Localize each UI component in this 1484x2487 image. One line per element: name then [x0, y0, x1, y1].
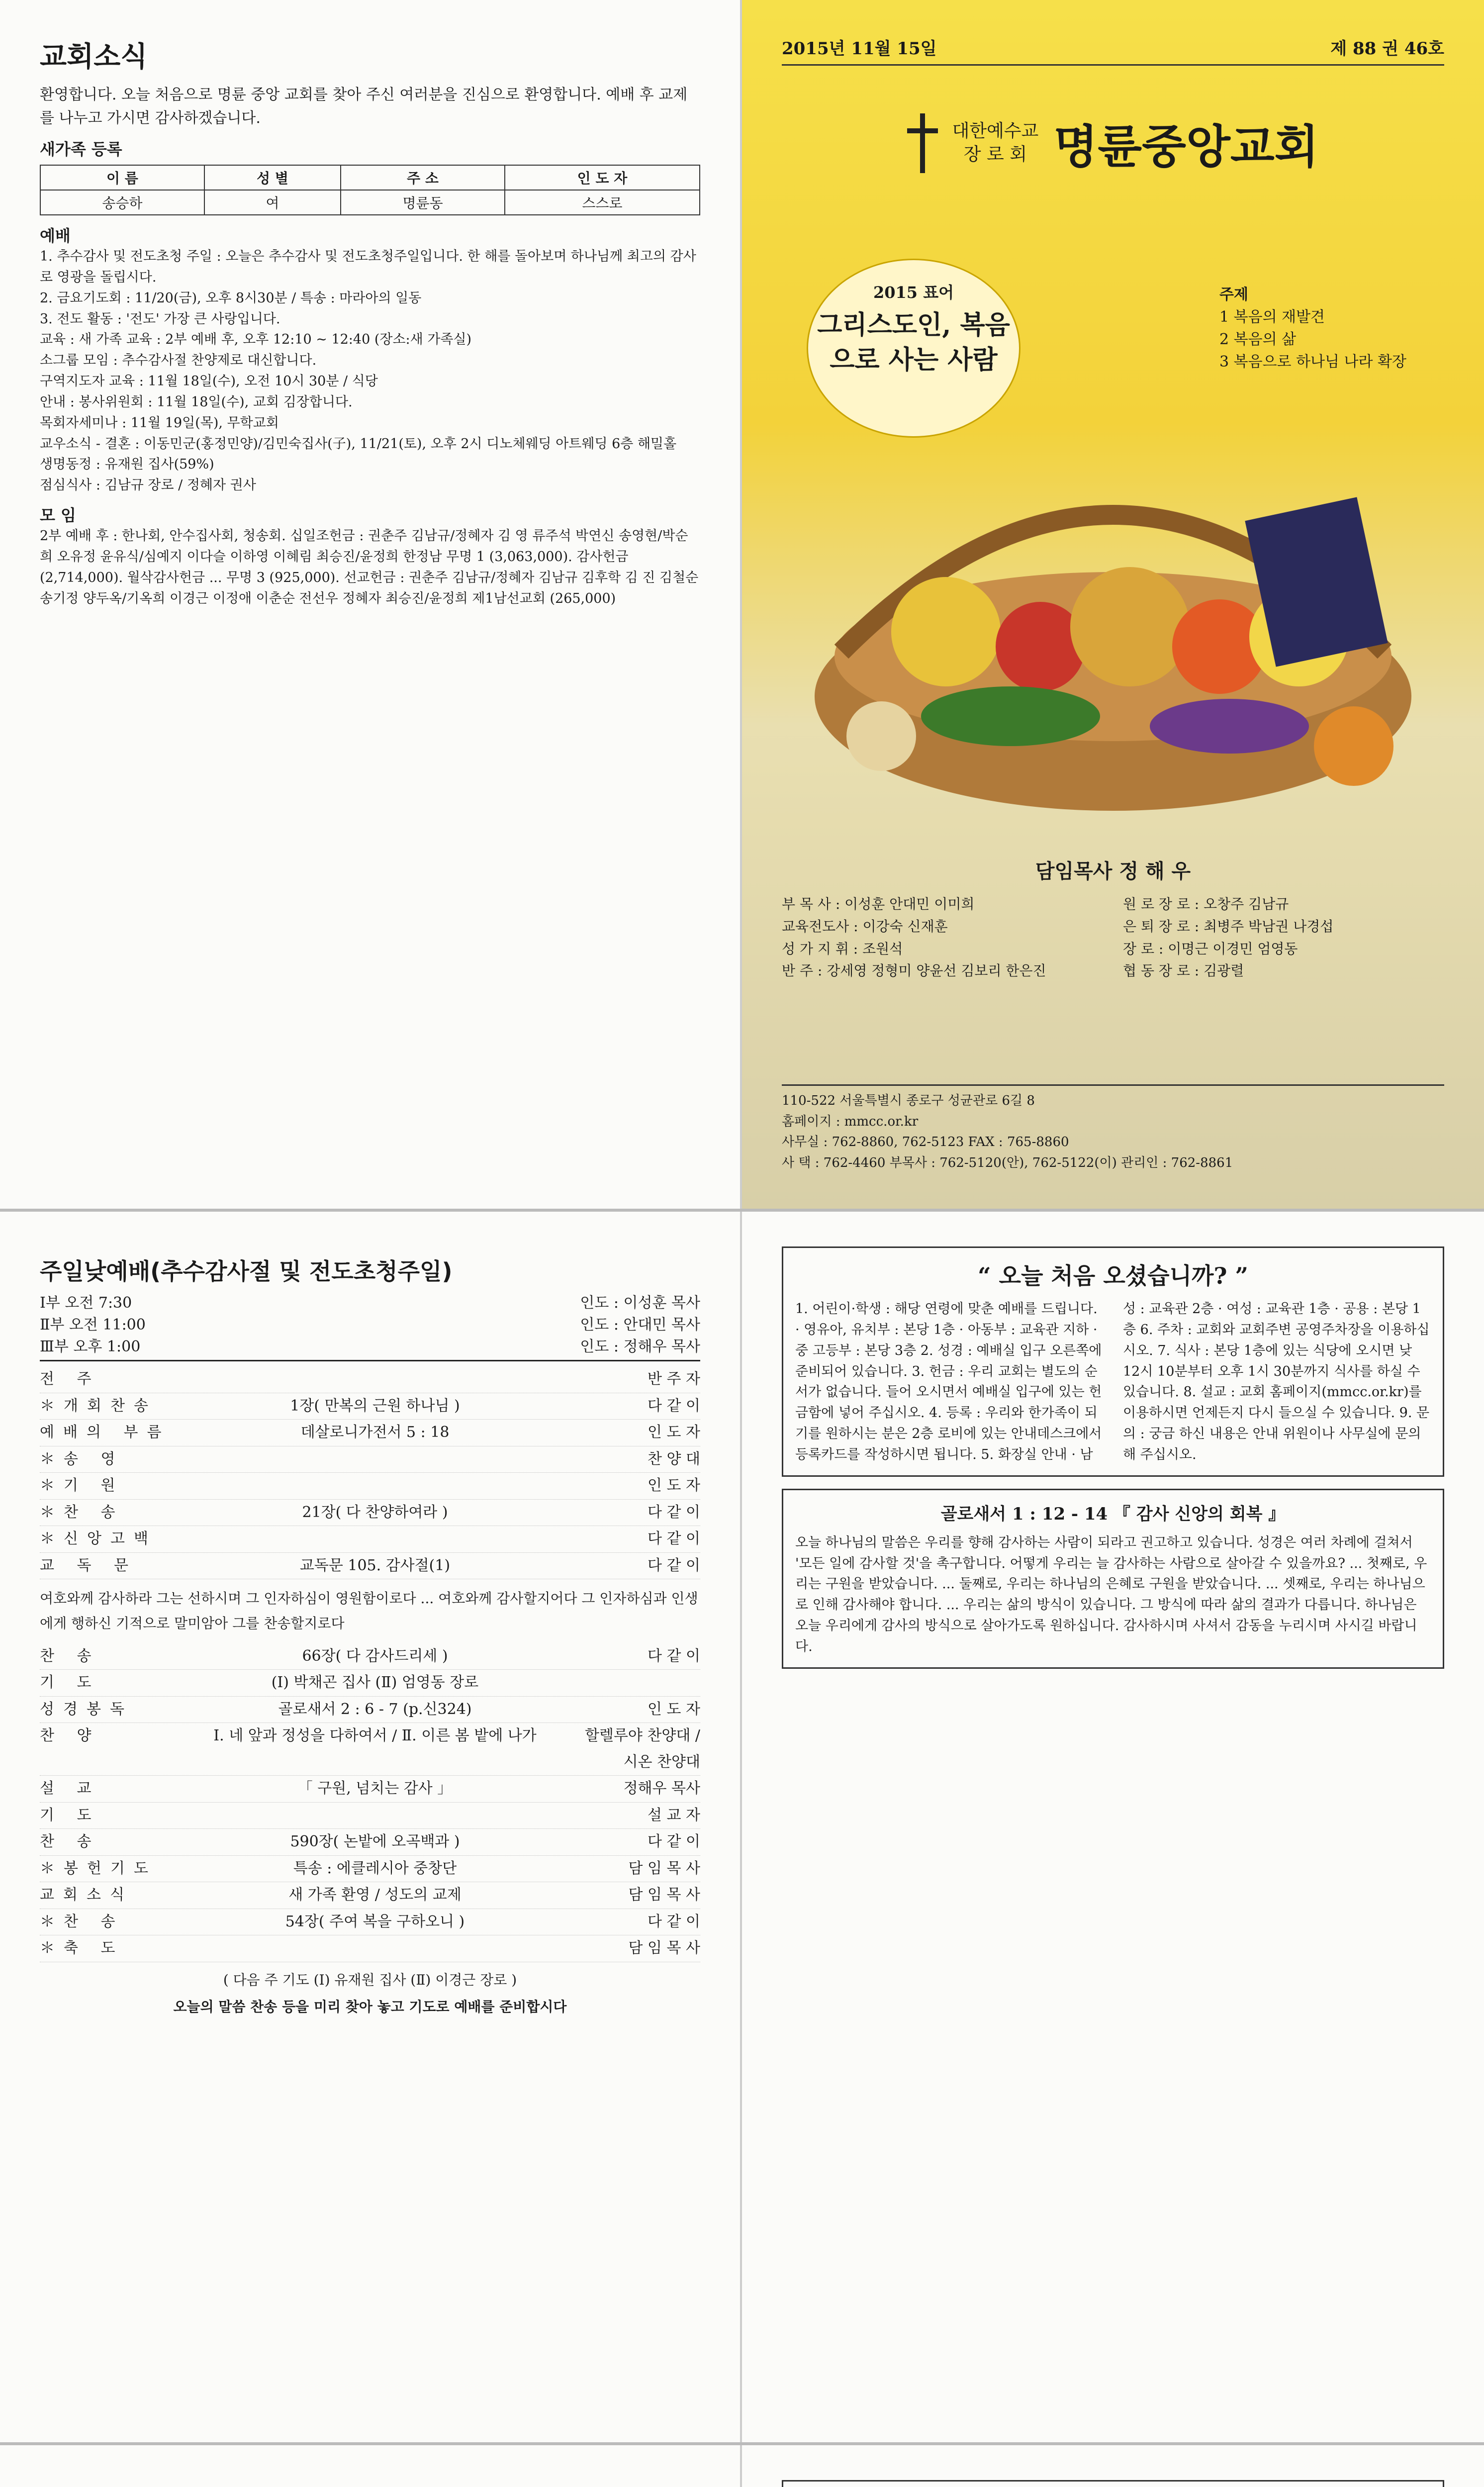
- box-title: “ 오늘 처음 오셨습니까? ”: [978, 1262, 1248, 1289]
- table-header: 이 름: [40, 165, 204, 190]
- order-row: [40, 1420, 700, 1446]
- order-cell: [571, 1670, 700, 1696]
- order-row: [40, 1446, 700, 1473]
- cover-page: [742, 0, 1484, 1209]
- order-cell: 인 도 자: [647, 1424, 700, 1441]
- staff-line: 부 목 사 : 이성훈 안대민 이미희: [782, 896, 975, 912]
- order-cell: 전 주: [40, 1370, 100, 1388]
- table-row: 송승하 여 명륜동 스스로: [40, 190, 700, 215]
- issue-number: 제 88 권 46호: [1330, 39, 1444, 59]
- cover-header: [782, 35, 1444, 66]
- news-item: 1. 추수감사 및 전도초청 주일 : 오늘은 추수감사 및 전도초청주일입니다. 한 해를 돌아보며 하나님께 최고의 감사로 영광을 돌립시다.: [40, 249, 696, 285]
- theme-list: 주제 1 복음의 재발견 2 복음의 삶 3 복음으로 하나님 나라 확장: [1219, 286, 1407, 371]
- order-cell: 다 같 이: [647, 1833, 700, 1851]
- order-cell: 반 주 자: [647, 1370, 700, 1388]
- order-cell: 담 임 목 사: [628, 1886, 700, 1904]
- order-row: [40, 1882, 700, 1909]
- order-row: [40, 1723, 700, 1776]
- order-cell: [179, 1366, 571, 1393]
- order-cell: ＊찬 송: [40, 1913, 124, 1930]
- order-row: [40, 1473, 700, 1500]
- motto-text: 그리스도인, 복음으로 사는 사람: [817, 310, 1010, 376]
- schedule-missions-page: [742, 2445, 1484, 2487]
- order-cell: 54장( 주여 복을 구하오니 ): [285, 1913, 465, 1930]
- order-cell: 설 교 자: [647, 1806, 700, 1824]
- order-cell: 다 같 이: [647, 1503, 700, 1521]
- contact-info: [782, 1084, 1444, 1173]
- church-title: [782, 110, 1444, 176]
- order-cell: 다 같 이: [647, 1913, 700, 1930]
- staff-line: 성 가 지 휘 : 조원석: [782, 940, 903, 957]
- denomination: 대한예수교 장 로 회: [952, 121, 1039, 165]
- staff-line: 원 로 장 로 : 오창주 김남규: [1123, 896, 1289, 912]
- order-cell: [179, 1526, 571, 1552]
- order-row: [40, 1829, 700, 1856]
- order-row: [40, 1553, 700, 1580]
- order-of-service-2: [40, 1643, 700, 1962]
- order-of-service: [40, 1366, 700, 1579]
- sermon-summary-box: [782, 1489, 1444, 1669]
- worship-label: 예배: [40, 226, 71, 245]
- order-cell: 66장( 다 감사드리세 ): [302, 1647, 448, 1665]
- next-week-prayer: ( 다음 주 기도 (Ⅰ) 유재원 집사 (Ⅱ) 이경근 장로 ): [223, 1971, 517, 1988]
- church-news-page: [0, 0, 742, 1209]
- bulletin-sheet-back: [0, 2442, 1484, 2487]
- order-row: [40, 1526, 700, 1553]
- senior-pastor: 담임목사 정 해 우: [1035, 860, 1191, 883]
- order-cell: 데살로니가전서 5 : 18: [300, 1424, 450, 1441]
- order-row: [40, 1393, 700, 1420]
- order-cell: 590장( 논밭에 오곡백과 ): [290, 1833, 460, 1851]
- order-cell: 인 도 자: [647, 1477, 700, 1494]
- news-item: 생명동정 : 유재원 집사(59%): [40, 457, 214, 473]
- order-cell: 담 임 목 사: [628, 1859, 700, 1877]
- staff-line: 장 로 : 이명근 이경민 엄영동: [1123, 940, 1298, 957]
- welcome-sermon-page: [742, 1212, 1484, 2442]
- order-cell: [179, 1473, 571, 1499]
- order-cell: 정해우 목사: [623, 1780, 700, 1798]
- order-cell: 교독문 105. 감사절(1): [299, 1556, 451, 1574]
- order-cell: 교 독 문: [40, 1556, 138, 1574]
- order-cell: Ⅰ. 네 앞과 정성을 다하여서 / Ⅱ. 이른 봄 밭에 나가: [213, 1727, 537, 1745]
- order-cell: 「 구원, 넘치는 감사 」: [297, 1780, 453, 1798]
- order-row: [40, 1909, 700, 1936]
- cross-icon: [907, 113, 937, 173]
- order-cell: 특송 : 에클레시아 중창단: [293, 1859, 457, 1877]
- order-cell: ＊기 원: [40, 1477, 124, 1494]
- order-cell: 인 도 자: [647, 1700, 700, 1718]
- new-family-table: [40, 165, 700, 215]
- order-cell: 찬 양: [40, 1727, 100, 1745]
- other-services-page: [0, 2445, 742, 2487]
- order-cell: 설 교: [40, 1780, 100, 1798]
- first-visit-box: [782, 1246, 1444, 1477]
- order-cell: 기 도: [40, 1806, 100, 1824]
- news-item: 목회자세미나 : 11월 19일(목), 무학교회: [40, 415, 279, 431]
- order-cell: [179, 1446, 571, 1473]
- news-item: 2. 금요기도회 : 11/20(금), 오후 8시30분 / 특송 : 마라아의 일동: [40, 290, 422, 306]
- order-cell: ＊찬 송: [40, 1503, 124, 1521]
- meeting-label: 모 임: [40, 506, 76, 525]
- order-cell: 골로새서 2 : 6 - 7 (p.신324): [278, 1700, 472, 1718]
- motto-badge: [807, 259, 1020, 438]
- order-cell: [179, 1803, 571, 1829]
- order-cell: 할렐루야 찬양대 / 시온 찬양대: [584, 1727, 700, 1771]
- order-cell: 새 가족 환영 / 성도의 교제: [288, 1886, 462, 1904]
- phone-other: 사 택 : 762-4460 부목사 : 762-5120(안), 762-5122(이) 관리인 : 762-8861: [782, 1155, 1233, 1170]
- order-row: [40, 1856, 700, 1883]
- staff-line: 협 동 장 로 : 김광렬: [1123, 962, 1244, 979]
- order-row: [40, 1366, 700, 1393]
- order-cell: 1장( 만복의 근원 하나님 ): [290, 1397, 460, 1415]
- staff-line: 은 퇴 장 로 : 최병주 박남권 나경섭: [1123, 918, 1334, 935]
- order-cell: 찬 송: [40, 1647, 100, 1665]
- order-cell: 기 도: [40, 1674, 100, 1692]
- offering-text: 2부 예배 후 : 한나회, 안수집사회, 청송회. 십일조헌금 : 권춘주 김남규/정혜자 김 영 류주석 박연신 송영현/박순희 오유정 윤유식/심예지 이다슬 이하영 이혜림 최승진/윤정희 한정남 무명 1 (3,063,000). 감사헌금 (2,714,000). 월삭감사헌금 ... 무명 3 (925,000). 선교헌금 : 권춘주 김남규/정혜자 김남규 김후학 김 진 김철순 송기정 양두옥/기옥희 이경근 이정애 이춘순 전선우 정혜자 최승진/윤정희 제1남선교회 (265,000): [40, 528, 699, 606]
- order-row: [40, 1643, 700, 1670]
- service-title: 주일낮예배(추수감사절 및 전도초청주일): [40, 1258, 453, 1285]
- order-cell: ＊축 도: [40, 1939, 124, 1957]
- order-cell: 21장( 다 찬양하여라 ): [302, 1503, 448, 1521]
- bulletin-sheet-front: [0, 0, 1484, 1209]
- order-cell: 교회소식: [40, 1886, 133, 1904]
- order-row: [40, 1500, 700, 1527]
- order-row: [40, 1776, 700, 1803]
- news-item: 구역지도자 교육 : 11월 18일(수), 오전 10시 30분 / 식당: [40, 374, 378, 389]
- order-cell: ＊신앙고백: [40, 1530, 157, 1547]
- service-times: Ⅰ부 오전 7:30 Ⅱ부 오전 11:00 Ⅲ부 오후 1:00 인도 : 이성훈 목사 인도 : 안대민 목사 인도 : 정해우 목사: [40, 1290, 700, 1361]
- harvest-basket-image: [782, 438, 1444, 826]
- bulletin-sheet-inside: [0, 1209, 1484, 2442]
- order-cell: 다 같 이: [647, 1530, 700, 1547]
- order-cell: 다 같 이: [647, 1647, 700, 1665]
- phone-office: 사무실 : 762-8860, 762-5123 FAX : 765-8860: [782, 1135, 1069, 1150]
- monthly-schedule-box: [782, 2480, 1444, 2487]
- order-cell: 담 임 목 사: [628, 1939, 700, 1957]
- order-cell: 다 같 이: [647, 1556, 700, 1574]
- table-header: 성 별: [204, 165, 341, 190]
- staff-list: [782, 856, 1444, 982]
- news-item: 안내 : 봉사위원회 : 11월 18일(수), 교회 김장합니다.: [40, 394, 353, 410]
- order-cell: (Ⅰ) 박채곤 집사 (Ⅱ) 엄영동 장로: [271, 1674, 479, 1692]
- staff-line: 교육전도사 : 이강숙 신재훈: [782, 918, 948, 935]
- news-item: 소그룹 모임 : 추수감사절 찬양제로 대신합니다.: [40, 353, 317, 369]
- footer-note: 오늘의 말씀 찬송 등을 미리 찾아 놓고 기도로 예배를 준비합시다: [173, 1998, 567, 2015]
- page-title: 교회소식: [40, 41, 148, 73]
- news-item: 점심식사 : 김남규 장로 / 정혜자 권사: [40, 478, 256, 493]
- order-row: [40, 1697, 700, 1723]
- sermon-text: 오늘 하나님의 말씀은 우리를 향해 감사하는 사람이 되라고 권고하고 있습니다. 성경은 여러 차례에 걸쳐서 '모든 일에 감사할 것'을 촉구합니다. 어떻게 우리는 늘 감사하는 사람으로 살아갈 수 있을까요? ... 첫째로, 우리는 구원을 받았습니다. ... 둘째로, 우리는 하나님의 은혜로 구원을 받았습니다. ... 셋째로, 우리는 하나님으로 인해 감사해야 합니다. ... 우리는 삶의 방식이 있습니다. 그 방식에 따라 삶의 결과가 다릅니다. 하나님은 오늘 우리에게 감사의 방식으로 살아가도록 원하십니다. 감사하시며 사셔서 감동을 누리시며 사시길 바랍니다.: [795, 1534, 1427, 1654]
- order-row: [40, 1803, 700, 1829]
- staff-line: 반 주 : 강세영 정형미 양윤선 김보리 한은진: [782, 962, 1046, 979]
- news-item: 3. 전도 활동 : '전도' 가장 큰 사랑입니다.: [40, 311, 280, 327]
- sunday-service-page: [0, 1212, 742, 2442]
- address: 110-522 서울특별시 종로구 성균관로 6길 8: [782, 1093, 1035, 1108]
- order-cell: 성경봉독: [40, 1700, 133, 1718]
- homepage[interactable]: 홈페이지 : mmcc.or.kr: [782, 1114, 919, 1129]
- church-name: 명륜중앙교회: [1053, 120, 1319, 174]
- issue-date: 2015년 11월 15일: [782, 39, 937, 59]
- table-header: 주 소: [341, 165, 505, 190]
- order-row: [40, 1935, 700, 1962]
- order-cell: ＊봉헌기도: [40, 1859, 157, 1877]
- sermon-title: 골로새서 1 : 12 - 14 『 감사 신앙의 회복 』: [940, 1504, 1286, 1524]
- order-cell: ＊송 영: [40, 1450, 124, 1468]
- order-cell: 찬 송: [40, 1833, 100, 1851]
- new-family-label: 새가족 등록: [40, 140, 122, 159]
- responsive-reading: 여호와께 감사하라 그는 선하시며 그 인자하심이 영원함이로다 ... 여호와께 감사할지어다 그 인자하심과 인생에게 행하신 기적으로 말미암아 그를 찬송할지로다: [40, 1590, 698, 1632]
- news-item: 교육 : 새 가족 교육 : 2부 예배 후, 오후 12:10 ~ 12:40 (장소:새 가족실): [40, 332, 472, 348]
- order-cell: 예배의 부름: [40, 1424, 171, 1441]
- order-cell: [179, 1935, 571, 1962]
- motto-year: 2015 표어: [873, 283, 954, 302]
- first-visit-text: 1. 어린이·학생 : 해당 연령에 맞춘 예배를 드립니다. · 영유아, 유치부 : 본당 1층 · 아동부 : 교육관 지하 · 중 고등부 : 본당 3층 2. 성경 : 예배실 입구 오른쪽에 준비되어 있습니다. 3. 헌금 : 우리 교회는 별도의 순서가 없습니다. 들어 오시면서 예배실 입구에 있는 헌금함에 넣어 주십시오. 4. 등록 : 우리와 한가족이 되기를 원하시는 분은 2층 로비에 있는 안내데스크에서 등록카드를 작성하시면 됩니다. 5. 화장실 안내 · 남성 : 교육관 2층 · 여성 : 교육관 1층 · 공용 : 본당 1층 6. 주차 : 교회와 교회주변 공영주차장을 이용하십시오. 7. 식사 : 본당 1층에 있는 식당에 오시면 낮 12시 10분부터 오후 1시 30분까지 식사를 하실 수 있습니다. 8. 설교 : 교회 홈페이지(mmcc.or.kr)를 이용하시면 언제든지 다시 들으실 수 있습니다. 9. 문의 : 궁금 하신 내용은 안내 위원이나 사무실에 문의해 주십시오.: [795, 1301, 1430, 1462]
- order-cell: 찬 양 대: [647, 1450, 700, 1468]
- order-cell: ＊개회찬송: [40, 1397, 157, 1415]
- table-header: 인 도 자: [505, 165, 700, 190]
- order-row: [40, 1670, 700, 1697]
- welcome-text: 환영합니다. 오늘 처음으로 명륜 중앙 교회를 찾아 주신 여러분을 진심으로 환영합니다. 예배 후 교제를 나누고 가시면 감사하겠습니다.: [40, 86, 688, 127]
- news-item: 교우소식 - 결혼 : 이동민군(홍정민양)/김민숙집사(子), 11/21(토), 오후 2시 디노체웨딩 아트웨딩 6층 해밀홀: [40, 436, 677, 452]
- order-cell: 다 같 이: [647, 1397, 700, 1415]
